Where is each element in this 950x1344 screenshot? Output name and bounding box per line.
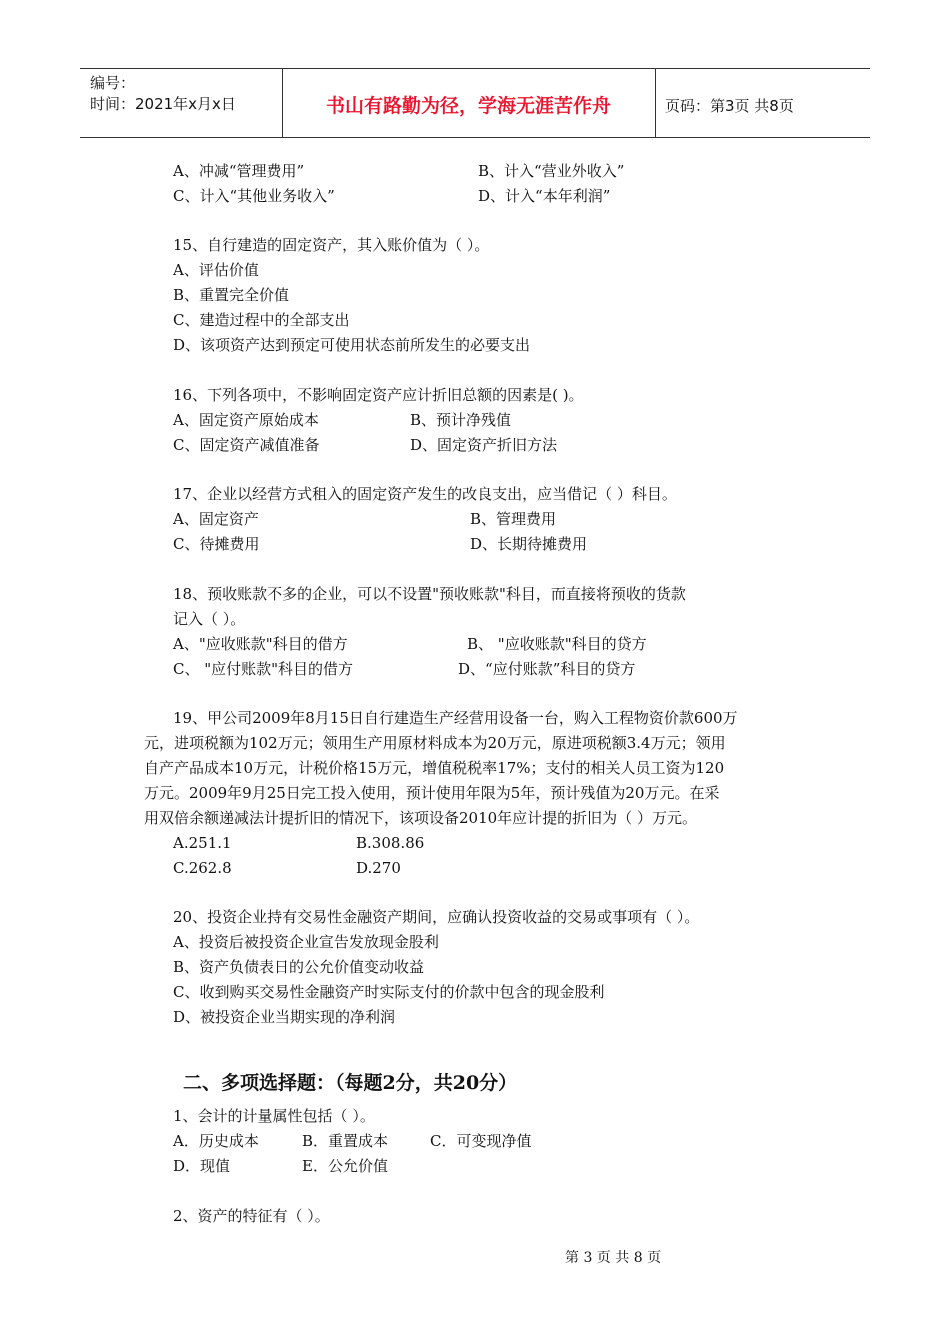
q20-option-b: B、资产负债表日的公允价值变动收益 — [173, 958, 425, 976]
q14-option-a: A、冲减“管理费用” — [173, 162, 305, 180]
q20-option-c: C、收到购买交易性金融资产时实际支付的价款中包含的现金股利 — [173, 983, 605, 1001]
q18-option-d: D、“应付账款”科目的贷方 — [458, 660, 636, 678]
q19-option-d: D.270 — [356, 859, 401, 877]
m1-option-b: B．重置成本 — [302, 1132, 389, 1150]
q17-option-d: D、长期待摊费用 — [470, 535, 588, 553]
q15-option-a: A、评估价值 — [173, 261, 259, 279]
q18-stem-line1: 18、预收账款不多的企业，可以不设置"预收账款"科目，而直接将预收的货款 — [173, 585, 686, 603]
header-divider — [655, 69, 656, 137]
q16-option-a: A、固定资产原始成本 — [173, 411, 319, 429]
q19-line4: 万元。2009年9月25日完工投入使用，预计使用年限为5年，预计残值为20万元。在采 — [144, 784, 720, 802]
q17-stem: 17、企业以经营方式租入的固定资产发生的改良支出，应当借记（ ）科目。 — [173, 485, 677, 503]
q14-option-b: B、计入“营业外收入” — [478, 162, 625, 180]
m1-option-e: E．公允价值 — [302, 1157, 388, 1175]
code-label: 编号： — [90, 74, 136, 92]
q15-option-b: B、重置完全价值 — [173, 286, 290, 304]
q20-stem: 20、投资企业持有交易性金融资产期间，应确认投资收益的交易或事项有（ ）。 — [173, 908, 700, 926]
q19-option-b: B.308.86 — [356, 834, 425, 852]
q14-option-c: C、计入“其他业务收入” — [173, 187, 335, 205]
q19-line3: 自产产品成本10万元，计税价格15万元，增值税税率17%；支付的相关人员工资为120 — [144, 759, 725, 777]
page-footer: 第 3 页 共 8 页 — [565, 1250, 662, 1266]
m2-stem: 2、资产的特征有（ ）。 — [173, 1207, 330, 1225]
q19-option-a: A.251.1 — [173, 834, 232, 852]
header-motto: 书山有路勤为径，学海无涯苦作舟 — [325, 95, 611, 117]
q17-option-a: A、固定资产 — [173, 510, 259, 528]
section-heading: 二、多项选择题：（每题2分，共20分） — [183, 1072, 518, 1094]
q17-option-c: C、待摊费用 — [173, 535, 260, 553]
q16-option-c: C、固定资产减值准备 — [173, 436, 320, 454]
q17-option-b: B、管理费用 — [470, 510, 557, 528]
page-header — [80, 68, 870, 138]
q19-line5: 用双倍余额递减法计提折旧的情况下，该项设备2010年应计提的折旧为（ ）万元。 — [144, 809, 697, 827]
q16-option-d: D、固定资产折旧方法 — [410, 436, 558, 454]
q15-option-c: C、建造过程中的全部支出 — [173, 311, 350, 329]
q20-option-d: D、被投资企业当期实现的净利润 — [173, 1008, 396, 1026]
q15-stem: 15、自行建造的固定资产，其入账价值为（ ）。 — [173, 236, 490, 254]
time-label: 时间：2021年x月x日 — [90, 95, 236, 113]
header-page-label: 页码：第3页 共8页 — [665, 97, 794, 115]
q18-option-a: A、"应收账款"科目的借方 — [173, 635, 348, 653]
m1-option-c: C．可变现净值 — [430, 1132, 532, 1150]
q19-line2: 元，进项税额为102万元；领用生产用原材料成本为20万元，原进项税额3.4万元；领用 — [144, 734, 726, 752]
q19-option-c: C.262.8 — [173, 859, 232, 877]
q18-stem-line2: 记入（ ）。 — [173, 610, 246, 628]
q19-line1: 19、甲公司2009年8月15日自行建造生产经营用设备一台，购入工程物资价款600万 — [173, 709, 738, 727]
q15-option-d: D、该项资产达到预定可使用状态前所发生的必要支出 — [173, 336, 531, 354]
m1-option-d: D．现值 — [173, 1157, 231, 1175]
header-left — [90, 73, 236, 115]
q16-stem: 16、下列各项中，不影响固定资产应计折旧总额的因素是( )。 — [173, 386, 584, 404]
q20-option-a: A、投资后被投资企业宣告发放现金股利 — [173, 933, 439, 951]
q16-option-b: B、预计净残值 — [410, 411, 512, 429]
m1-stem: 1、会计的计量属性包括（ ）。 — [173, 1107, 375, 1125]
q14-option-d: D、计入“本年利润” — [478, 187, 611, 205]
q18-option-b: B、 "应收账款"科目的贷方 — [467, 635, 647, 653]
q18-option-c: C、 "应付账款"科目的借方 — [173, 660, 354, 678]
m1-option-a: A．历史成本 — [173, 1132, 259, 1150]
